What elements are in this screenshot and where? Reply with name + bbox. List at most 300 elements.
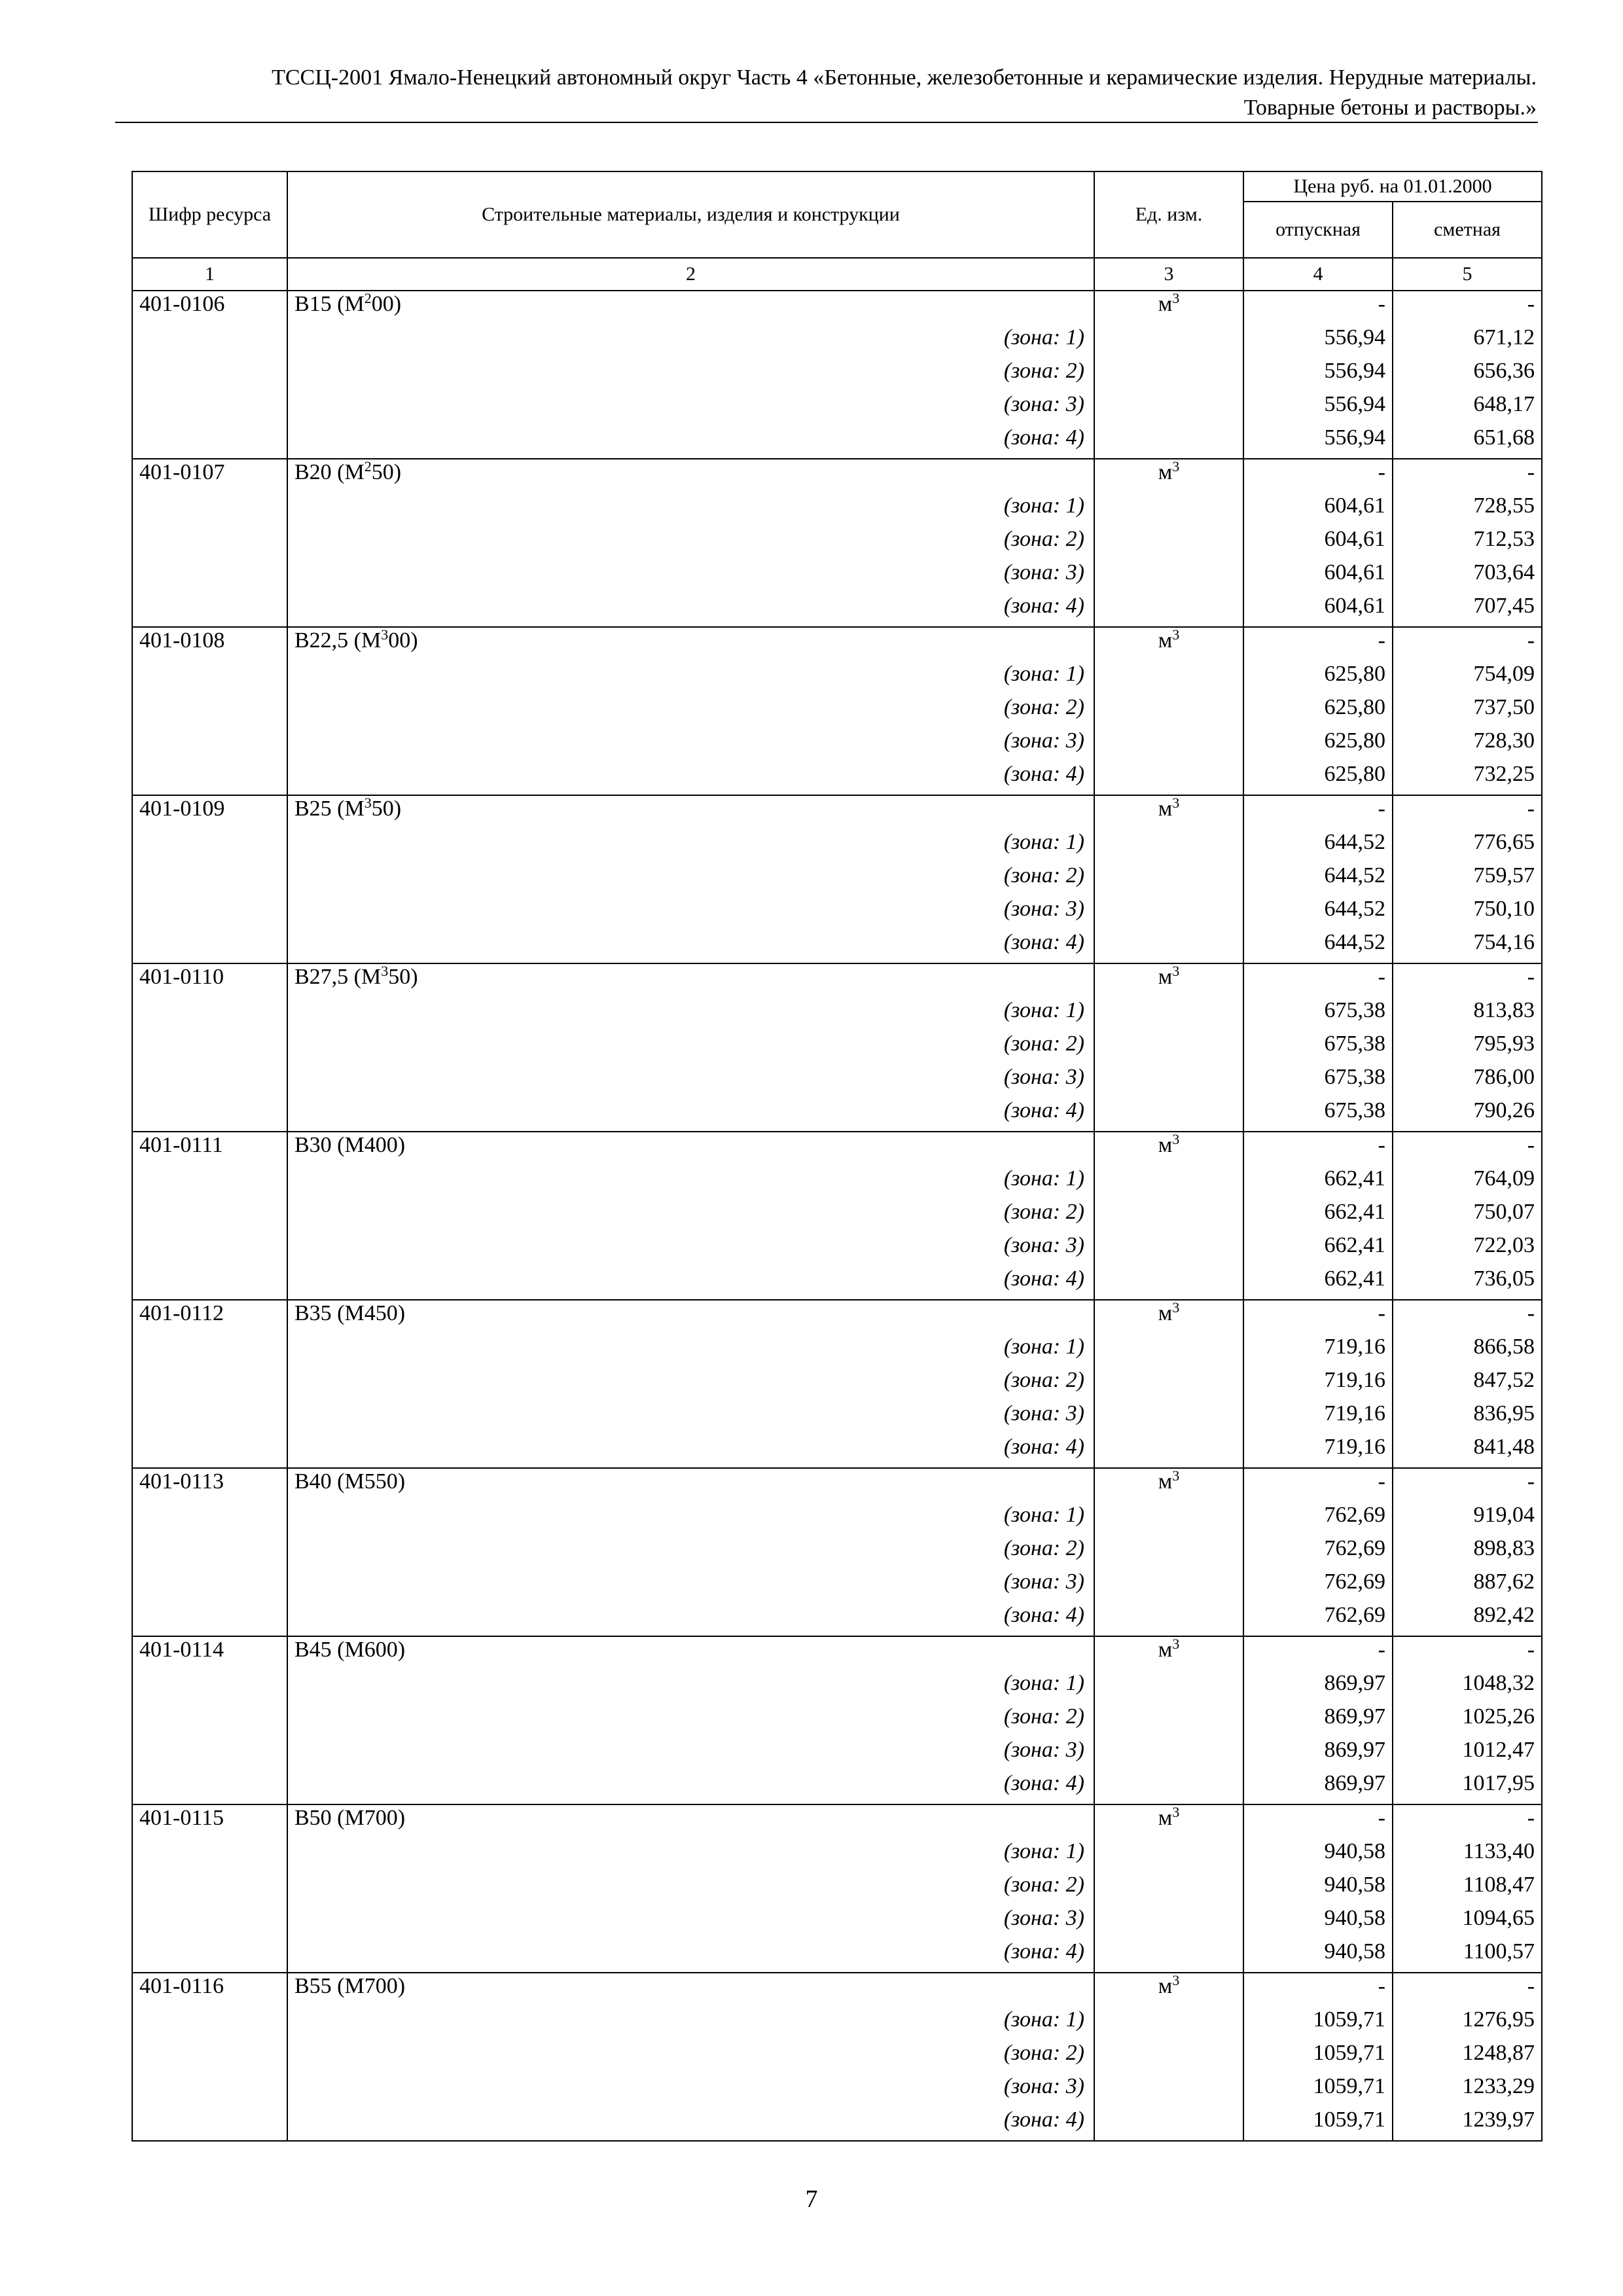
price-release: - <box>1243 1973 1393 2007</box>
resource-code: 401-0110 <box>132 963 287 997</box>
zone-price-release: 719,16 <box>1243 1367 1393 1401</box>
zone-price-release: 644,52 <box>1243 829 1393 863</box>
zone-price-estimate: 887,62 <box>1393 1569 1542 1602</box>
zone-label: (зона: 1) <box>287 661 1094 694</box>
zone-price-estimate: 671,12 <box>1393 325 1542 358</box>
table-row <box>132 627 1542 661</box>
empty-cell <box>132 2040 287 2073</box>
zone-price-estimate: 813,83 <box>1393 997 1542 1031</box>
zone-label: (зона: 2) <box>287 1031 1094 1064</box>
empty-cell <box>1094 425 1243 459</box>
price-release: - <box>1243 963 1393 997</box>
zone-label: (зона: 3) <box>287 728 1094 761</box>
zone-label: (зона: 3) <box>287 1737 1094 1770</box>
unit-sup: 3 <box>1172 1131 1180 1147</box>
zone-price-estimate: 712,53 <box>1393 526 1542 560</box>
zone-label: (зона: 4) <box>287 593 1094 627</box>
zone-label: (зона: 1) <box>287 325 1094 358</box>
zone-label: (зона: 1) <box>287 493 1094 526</box>
resource-name <box>287 1973 1094 2007</box>
empty-cell <box>1094 1704 1243 1737</box>
zone-price-estimate: 919,04 <box>1393 1502 1542 1535</box>
resource-item <box>132 627 1542 795</box>
zone-row <box>132 694 1542 728</box>
resource-name-tail: 50) <box>388 965 418 989</box>
price-release: - <box>1243 1804 1393 1839</box>
unit-sup: 3 <box>1172 1636 1180 1652</box>
zone-row <box>132 358 1542 391</box>
zone-price-estimate: 892,42 <box>1393 1602 1542 1636</box>
zone-row <box>132 526 1542 560</box>
zone-label: (зона: 3) <box>287 1064 1094 1098</box>
zone-label: (зона: 3) <box>287 1905 1094 1939</box>
empty-cell <box>1094 1266 1243 1300</box>
column-header-price-release: отпускная <box>1243 202 1393 258</box>
unit-cell <box>1094 1636 1243 1670</box>
empty-cell <box>132 1401 287 1434</box>
zone-price-release: 869,97 <box>1243 1737 1393 1770</box>
empty-cell <box>1094 728 1243 761</box>
table-header <box>132 171 1542 291</box>
empty-cell <box>132 1670 287 1704</box>
empty-cell <box>132 1939 287 1973</box>
empty-cell <box>1094 1232 1243 1266</box>
zone-price-estimate: 707,45 <box>1393 593 1542 627</box>
zone-label: (зона: 2) <box>287 1704 1094 1737</box>
empty-cell <box>1094 863 1243 896</box>
resource-name <box>287 1132 1094 1166</box>
unit-sup: 3 <box>1172 963 1180 979</box>
zone-row <box>132 1199 1542 1232</box>
price-release: - <box>1243 1132 1393 1166</box>
empty-cell <box>132 1839 287 1872</box>
empty-cell <box>1094 1401 1243 1434</box>
zone-price-release: 1059,71 <box>1243 2107 1393 2141</box>
table-row <box>132 1132 1542 1166</box>
column-number: 2 <box>287 258 1094 291</box>
resource-name-sup: 3 <box>381 626 389 643</box>
empty-cell <box>1094 1569 1243 1602</box>
column-number: 1 <box>132 258 287 291</box>
zone-row <box>132 1367 1542 1401</box>
unit-text: м <box>1158 1469 1173 1494</box>
empty-cell <box>1094 1670 1243 1704</box>
empty-cell <box>132 1098 287 1132</box>
zone-price-release: 625,80 <box>1243 761 1393 795</box>
zone-row <box>132 1401 1542 1434</box>
empty-cell <box>1094 694 1243 728</box>
zone-row <box>132 1434 1542 1468</box>
zone-price-estimate: 728,30 <box>1393 728 1542 761</box>
resource-name <box>287 627 1094 661</box>
empty-cell <box>132 929 287 963</box>
zone-label: (зона: 2) <box>287 358 1094 391</box>
empty-cell <box>132 728 287 761</box>
zone-price-estimate: 786,00 <box>1393 1064 1542 1098</box>
empty-cell <box>132 1569 287 1602</box>
unit-cell <box>1094 291 1243 325</box>
unit-text: м <box>1158 797 1173 821</box>
empty-cell <box>1094 997 1243 1031</box>
zone-label: (зона: 4) <box>287 929 1094 963</box>
zone-price-estimate: 764,09 <box>1393 1166 1542 1199</box>
empty-cell <box>132 1166 287 1199</box>
unit-cell <box>1094 459 1243 493</box>
resource-item <box>132 1468 1542 1636</box>
zone-price-release: 1059,71 <box>1243 2073 1393 2107</box>
resource-name-tail: 50) <box>371 797 402 821</box>
resource-item <box>132 963 1542 1132</box>
empty-cell <box>132 493 287 526</box>
zone-price-release: 940,58 <box>1243 1872 1393 1905</box>
zone-row <box>132 1266 1542 1300</box>
zone-row <box>132 2073 1542 2107</box>
zone-label: (зона: 3) <box>287 1569 1094 1602</box>
price-release: - <box>1243 1468 1393 1502</box>
zone-row <box>132 997 1542 1031</box>
zone-price-release: 719,16 <box>1243 1401 1393 1434</box>
resource-code: 401-0111 <box>132 1132 287 1166</box>
empty-cell <box>132 1704 287 1737</box>
empty-cell <box>1094 1737 1243 1770</box>
unit-text: м <box>1158 1301 1173 1325</box>
column-number: 4 <box>1243 258 1393 291</box>
resource-item <box>132 795 1542 963</box>
empty-cell <box>1094 358 1243 391</box>
zone-price-estimate: 1094,65 <box>1393 1905 1542 1939</box>
zone-label: (зона: 2) <box>287 863 1094 896</box>
zone-price-release: 762,69 <box>1243 1502 1393 1535</box>
resource-name-sup: 3 <box>364 795 372 811</box>
empty-cell <box>1094 1770 1243 1804</box>
resource-code: 401-0115 <box>132 1804 287 1839</box>
resource-name <box>287 291 1094 325</box>
empty-cell <box>132 896 287 929</box>
resource-name-text: В15 (М <box>294 292 365 316</box>
price-release: - <box>1243 795 1393 829</box>
unit-cell <box>1094 1804 1243 1839</box>
resource-item <box>132 459 1542 627</box>
zone-price-estimate: 1108,47 <box>1393 1872 1542 1905</box>
zone-price-release: 940,58 <box>1243 1905 1393 1939</box>
zone-label: (зона: 1) <box>287 2007 1094 2040</box>
empty-cell <box>1094 560 1243 593</box>
empty-cell <box>1094 2007 1243 2040</box>
column-header-price-estimate: сметная <box>1393 202 1542 258</box>
zone-label: (зона: 3) <box>287 1232 1094 1266</box>
empty-cell <box>1094 1839 1243 1872</box>
zone-row <box>132 391 1542 425</box>
unit-sup: 3 <box>1172 795 1180 811</box>
zone-price-release: 556,94 <box>1243 391 1393 425</box>
unit-cell <box>1094 795 1243 829</box>
empty-cell <box>132 1535 287 1569</box>
empty-cell <box>1094 1939 1243 1973</box>
zone-row <box>132 829 1542 863</box>
zone-label: (зона: 4) <box>287 1602 1094 1636</box>
zone-price-estimate: 722,03 <box>1393 1232 1542 1266</box>
price-release: - <box>1243 459 1393 493</box>
price-estimate: - <box>1393 1804 1542 1839</box>
resource-code: 401-0108 <box>132 627 287 661</box>
empty-cell <box>1094 829 1243 863</box>
zone-price-release: 675,38 <box>1243 997 1393 1031</box>
zone-price-release: 675,38 <box>1243 1031 1393 1064</box>
zone-price-release: 556,94 <box>1243 325 1393 358</box>
zone-price-release: 869,97 <box>1243 1704 1393 1737</box>
empty-cell <box>132 761 287 795</box>
price-estimate: - <box>1393 795 1542 829</box>
zone-price-estimate: 703,64 <box>1393 560 1542 593</box>
empty-cell <box>132 1737 287 1770</box>
zone-price-release: 869,97 <box>1243 1670 1393 1704</box>
zone-row <box>132 1670 1542 1704</box>
zone-row <box>132 2040 1542 2073</box>
price-release: - <box>1243 627 1393 661</box>
zone-price-release: 604,61 <box>1243 593 1393 627</box>
zone-row <box>132 1704 1542 1737</box>
zone-price-release: 662,41 <box>1243 1266 1393 1300</box>
zone-label: (зона: 2) <box>287 2040 1094 2073</box>
resource-item <box>132 1132 1542 1300</box>
zone-price-estimate: 656,36 <box>1393 358 1542 391</box>
empty-cell <box>132 661 287 694</box>
zone-price-release: 662,41 <box>1243 1166 1393 1199</box>
zone-price-estimate: 776,65 <box>1393 829 1542 863</box>
zone-price-estimate: 732,25 <box>1393 761 1542 795</box>
empty-cell <box>1094 1872 1243 1905</box>
zone-row <box>132 728 1542 761</box>
zone-price-estimate: 737,50 <box>1393 694 1542 728</box>
empty-cell <box>1094 391 1243 425</box>
zone-row <box>132 896 1542 929</box>
page-header <box>118 63 1537 123</box>
zone-row <box>132 1334 1542 1367</box>
price-release: - <box>1243 291 1393 325</box>
price-table <box>132 171 1543 2142</box>
zone-price-estimate: 1100,57 <box>1393 1939 1542 1973</box>
zone-row <box>132 325 1542 358</box>
zone-price-release: 644,52 <box>1243 929 1393 963</box>
empty-cell <box>132 1434 287 1468</box>
empty-cell <box>1094 1031 1243 1064</box>
header-rule <box>115 122 1538 123</box>
resource-code: 401-0114 <box>132 1636 287 1670</box>
zone-label: (зона: 2) <box>287 526 1094 560</box>
zone-label: (зона: 1) <box>287 1670 1094 1704</box>
resource-name <box>287 1804 1094 1839</box>
empty-cell <box>1094 2073 1243 2107</box>
zone-price-estimate: 866,58 <box>1393 1334 1542 1367</box>
zone-row <box>132 1872 1542 1905</box>
empty-cell <box>1094 661 1243 694</box>
resource-name-text: В27,5 (М <box>294 965 382 989</box>
zone-label: (зона: 2) <box>287 694 1094 728</box>
zone-price-estimate: 795,93 <box>1393 1031 1542 1064</box>
resource-item <box>132 1973 1542 2141</box>
table-row <box>132 795 1542 829</box>
empty-cell <box>1094 1502 1243 1535</box>
zone-label: (зона: 1) <box>287 997 1094 1031</box>
zone-row <box>132 761 1542 795</box>
price-estimate: - <box>1393 1973 1542 2007</box>
column-number: 3 <box>1094 258 1243 291</box>
price-estimate: - <box>1393 459 1542 493</box>
zone-price-estimate: 750,10 <box>1393 896 1542 929</box>
resource-name-sup: 3 <box>381 963 389 979</box>
zone-label: (зона: 3) <box>287 2073 1094 2107</box>
table-row <box>132 1804 1542 1839</box>
resource-name-text: В35 (М450) <box>294 1301 406 1325</box>
unit-text: м <box>1158 292 1173 316</box>
zone-price-release: 719,16 <box>1243 1434 1393 1468</box>
zone-row <box>132 1535 1542 1569</box>
empty-cell <box>132 425 287 459</box>
zone-price-release: 556,94 <box>1243 425 1393 459</box>
unit-sup: 3 <box>1172 626 1180 643</box>
zone-price-release: 604,61 <box>1243 560 1393 593</box>
zone-row <box>132 1839 1542 1872</box>
price-estimate: - <box>1393 1636 1542 1670</box>
resource-name <box>287 459 1094 493</box>
zone-price-release: 556,94 <box>1243 358 1393 391</box>
resource-code: 401-0113 <box>132 1468 287 1502</box>
empty-cell <box>132 1602 287 1636</box>
empty-cell <box>132 1905 287 1939</box>
zone-price-release: 762,69 <box>1243 1602 1393 1636</box>
zone-price-release: 644,52 <box>1243 863 1393 896</box>
zone-price-release: 662,41 <box>1243 1232 1393 1266</box>
zone-row <box>132 1166 1542 1199</box>
zone-row <box>132 1939 1542 1973</box>
zone-label: (зона: 2) <box>287 1872 1094 1905</box>
zone-price-release: 1059,71 <box>1243 2007 1393 2040</box>
resource-name-text: В22,5 (М <box>294 628 382 653</box>
zone-price-estimate: 898,83 <box>1393 1535 1542 1569</box>
resource-item <box>132 1804 1542 1973</box>
zone-row <box>132 593 1542 627</box>
resource-code: 401-0116 <box>132 1973 287 2007</box>
zone-price-release: 625,80 <box>1243 728 1393 761</box>
zone-price-estimate: 1048,32 <box>1393 1670 1542 1704</box>
zone-label: (зона: 4) <box>287 1770 1094 1804</box>
zone-row <box>132 1905 1542 1939</box>
empty-cell <box>1094 1334 1243 1367</box>
empty-cell <box>132 863 287 896</box>
empty-cell <box>1094 1434 1243 1468</box>
unit-sup: 3 <box>1172 1299 1180 1316</box>
empty-cell <box>1094 1367 1243 1401</box>
price-release: - <box>1243 1636 1393 1670</box>
price-estimate: - <box>1393 627 1542 661</box>
resource-name-text: В25 (М <box>294 797 365 821</box>
table-row <box>132 1973 1542 2007</box>
zone-price-estimate: 1017,95 <box>1393 1770 1542 1804</box>
resource-name <box>287 1636 1094 1670</box>
zone-price-estimate: 836,95 <box>1393 1401 1542 1434</box>
unit-cell <box>1094 627 1243 661</box>
zone-price-estimate: 1233,29 <box>1393 2073 1542 2107</box>
empty-cell <box>1094 493 1243 526</box>
zone-price-estimate: 1012,47 <box>1393 1737 1542 1770</box>
empty-cell <box>1094 593 1243 627</box>
empty-cell <box>132 2107 287 2141</box>
unit-text: м <box>1158 1638 1173 1662</box>
empty-cell <box>1094 1905 1243 1939</box>
zone-row <box>132 1031 1542 1064</box>
resource-name-sup: 2 <box>364 458 372 475</box>
zone-label: (зона: 1) <box>287 829 1094 863</box>
column-header-price-group: Цена руб. на 01.01.2000 <box>1243 171 1542 202</box>
zone-label: (зона: 3) <box>287 1401 1094 1434</box>
unit-sup: 3 <box>1172 1972 1180 1988</box>
resource-name <box>287 795 1094 829</box>
resource-name-text: В55 (М700) <box>294 1974 406 1998</box>
empty-cell <box>132 391 287 425</box>
unit-cell <box>1094 1132 1243 1166</box>
page-number: 7 <box>805 2185 818 2213</box>
unit-sup: 3 <box>1172 290 1180 306</box>
unit-text: м <box>1158 1974 1173 1998</box>
price-estimate: - <box>1393 1468 1542 1502</box>
zone-price-estimate: 1133,40 <box>1393 1839 1542 1872</box>
resource-code: 401-0112 <box>132 1300 287 1334</box>
zone-row <box>132 2007 1542 2040</box>
zone-label: (зона: 3) <box>287 896 1094 929</box>
empty-cell <box>132 358 287 391</box>
empty-cell <box>1094 2040 1243 2073</box>
zone-row <box>132 493 1542 526</box>
zone-price-release: 604,61 <box>1243 493 1393 526</box>
zone-price-release: 675,38 <box>1243 1098 1393 1132</box>
zone-label: (зона: 4) <box>287 1434 1094 1468</box>
empty-cell <box>1094 2107 1243 2141</box>
resource-name <box>287 1300 1094 1334</box>
unit-text: м <box>1158 628 1173 653</box>
zone-price-estimate: 754,16 <box>1393 929 1542 963</box>
empty-cell <box>1094 1199 1243 1232</box>
zone-price-estimate: 759,57 <box>1393 863 1542 896</box>
empty-cell <box>1094 1602 1243 1636</box>
resource-name-text: В40 (М550) <box>294 1469 406 1494</box>
table-row <box>132 963 1542 997</box>
zone-price-release: 625,80 <box>1243 694 1393 728</box>
price-estimate: - <box>1393 1300 1542 1334</box>
empty-cell <box>1094 1535 1243 1569</box>
resource-name-text: В20 (М <box>294 460 365 484</box>
zone-price-estimate: 847,52 <box>1393 1367 1542 1401</box>
empty-cell <box>132 2007 287 2040</box>
resource-item <box>132 1636 1542 1804</box>
zone-price-release: 662,41 <box>1243 1199 1393 1232</box>
empty-cell <box>1094 1064 1243 1098</box>
empty-cell <box>132 1502 287 1535</box>
zone-label: (зона: 2) <box>287 1367 1094 1401</box>
zone-label: (зона: 3) <box>287 560 1094 593</box>
zone-row <box>132 1737 1542 1770</box>
price-estimate: - <box>1393 963 1542 997</box>
empty-cell <box>132 1334 287 1367</box>
zone-row <box>132 425 1542 459</box>
resource-name-text: В45 (М600) <box>294 1638 406 1662</box>
zone-label: (зона: 4) <box>287 1266 1094 1300</box>
zone-label: (зона: 4) <box>287 1939 1094 1973</box>
resource-code: 401-0109 <box>132 795 287 829</box>
zone-price-release: 869,97 <box>1243 1770 1393 1804</box>
resource-name-text: В30 (М400) <box>294 1133 406 1157</box>
zone-row <box>132 1064 1542 1098</box>
zone-price-release: 675,38 <box>1243 1064 1393 1098</box>
